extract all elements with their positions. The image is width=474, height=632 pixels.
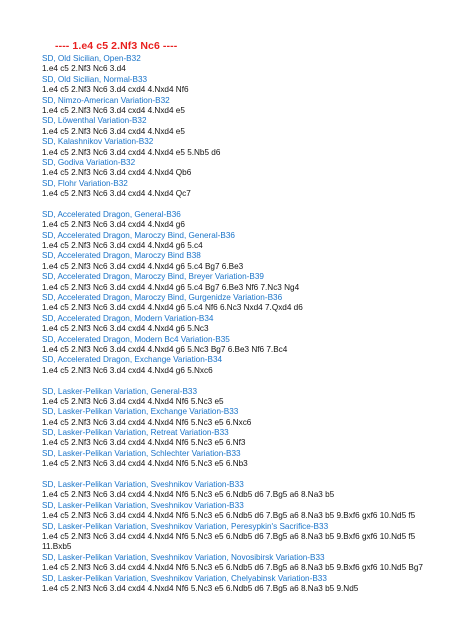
move-sequence: 1.e4 c5 2.Nf3 Nc6 3.d4 cxd4 4.Nxd4 g6 5.Nc3 Bg7 6.Be3 Nf6 7.Bc4 (42, 344, 288, 354)
variation-name: SD, Accelerated Dragon, Exchange Variation-B34 (42, 355, 223, 365)
move-sequence: 1.e4 c5 2.Nf3 Nc6 3.d4 cxd4 4.Nxd4 g6 5.Nc3 (42, 324, 209, 334)
move-sequence: 1.e4 c5 2.Nf3 Nc6 3.d4 cxd4 4.Nxd4 g6 5.c4 Bg7 6.Be3 Nf6 7.Nc3 Ng4 (42, 282, 300, 292)
move-sequence: 1.e4 c5 2.Nf3 Nc6 3.d4 cxd4 4.Nxd4 Nf6 (42, 85, 189, 95)
move-sequence: 1.e4 c5 2.Nf3 Nc6 3.d4 cxd4 4.Nxd4 Nf6 5.Nc3 e5 (42, 396, 224, 406)
section-spacer (42, 199, 462, 209)
move-sequence: 1.e4 c5 2.Nf3 Nc6 3.d4 cxd4 4.Nxd4 g6 5.Nxc6 (42, 365, 213, 375)
section-spacer (42, 470, 462, 480)
move-sequence: 1.e4 c5 2.Nf3 Nc6 3.d4 cxd4 4.Nxd4 g6 5.c4 Bg7 6.Be3 (42, 261, 244, 271)
variation-name: SD, Accelerated Dragon, Maroczy Bind, General-B36 (42, 230, 235, 240)
move-sequence: 1.e4 c5 2.Nf3 Nc6 3.d4 cxd4 4.Nxd4 Nf6 5.Nc3 e5 6.Ndb5 d6 7.Bg5 a6 8.Na3 b5 9.Bxf6 gxf6 10.Nd5 f5 (42, 511, 416, 521)
move-sequence: 1.e4 c5 2.Nf3 Nc6 3.d4 cxd4 4.Nxd4 e5 5.Nb5 d6 (42, 147, 221, 157)
variation-name: SD, Accelerated Dragon, Maroczy Bind B38 (42, 251, 201, 261)
variation-name: SD, Accelerated Dragon, Maroczy Bind, Gurgenidze Variation-B36 (42, 292, 283, 302)
variation-name: SD, Lasker-Pelikan Variation, Sveshnikov Variation, Novosibirsk Variation-B33 (42, 552, 325, 562)
move-sequence: 1.e4 c5 2.Nf3 Nc6 3.d4 cxd4 4.Nxd4 Qb6 (42, 168, 192, 178)
variation-name: SD, Old Sicilian, Normal-B33 (42, 74, 148, 84)
variation-name: SD, Löwenthal Variation-B32 (42, 116, 147, 126)
move-sequence: 1.e4 c5 2.Nf3 Nc6 3.d4 cxd4 4.Nxd4 g6 (42, 220, 185, 230)
document-title: ---- 1.e4 c5 2.Nf3 Nc6 ---- (55, 40, 178, 52)
move-sequence: 1.e4 c5 2.Nf3 Nc6 3.d4 cxd4 4.Nxd4 e5 (42, 126, 185, 136)
move-sequence: 1.e4 c5 2.Nf3 Nc6 3.d4 cxd4 4.Nxd4 Qc7 (42, 189, 191, 199)
variation-name: SD, Nimzo-American Variation-B32 (42, 95, 170, 105)
section-spacer (42, 376, 462, 386)
variation-name: SD, Lasker-Pelikan Variation, General-B33 (42, 386, 198, 396)
variation-name: SD, Lasker-Pelikan Variation, Sveshnikov Variation, Peresypkin's Sacrifice-B33 (42, 521, 329, 531)
move-sequence: 1.e4 c5 2.Nf3 Nc6 3.d4 cxd4 4.Nxd4 Nf6 5.Nc3 e5 6.Nxc6 (42, 417, 252, 427)
variation-name: SD, Old Sicilian, Open-B32 (42, 54, 141, 63)
variation-name: SD, Lasker-Pelikan Variation, Sveshnikov Variation-B33 (42, 480, 244, 490)
variation-name: SD, Kalashnikov Variation-B32 (42, 137, 154, 147)
variation-name: SD, Lasker-Pelikan Variation, Exchange Variation-B33 (42, 407, 239, 417)
variation-name: SD, Godiva Variation-B32 (42, 157, 136, 167)
variation-name: SD, Accelerated Dragon, Modern Variation-B34 (42, 313, 214, 323)
move-sequence: 1.e4 c5 2.Nf3 Nc6 3.d4 cxd4 4.Nxd4 Nf6 5.Nc3 e5 6.Ndb5 d6 7.Bg5 a6 8.Na3 b5 9.Bxf6 gxf6 10.Nd5 Bg7 (42, 563, 423, 573)
variation-name: SD, Accelerated Dragon, Modern Bc4 Variation-B35 (42, 334, 230, 344)
move-sequence: 11.Bxb5 (42, 542, 72, 552)
move-sequence: 1.e4 c5 2.Nf3 Nc6 3.d4 cxd4 4.Nxd4 Nf6 5.Nc3 e5 6.Nf3 (42, 438, 246, 448)
variation-list (42, 54, 462, 594)
move-sequence: 1.e4 c5 2.Nf3 Nc6 3.d4 cxd4 4.Nxd4 Nf6 5.Nc3 e5 6.Nb3 (42, 459, 248, 469)
move-sequence: 1.e4 c5 2.Nf3 Nc6 3.d4 (42, 64, 126, 74)
variation-name: SD, Lasker-Pelikan Variation, Retreat Variation-B33 (42, 428, 229, 438)
move-sequence: 1.e4 c5 2.Nf3 Nc6 3.d4 cxd4 4.Nxd4 Nf6 5.Nc3 e5 6.Ndb5 d6 7.Bg5 a6 8.Na3 b5 9.Nd5 (42, 583, 359, 593)
variation-name: SD, Lasker-Pelikan Variation, Sveshnikov Variation-B33 (42, 500, 244, 510)
variation-name: SD, Flohr Variation-B32 (42, 178, 128, 188)
variation-name: SD, Lasker-Pelikan Variation, Sveshnikov Variation, Chelyabinsk Variation-B33 (42, 573, 327, 583)
variation-name: SD, Accelerated Dragon, General-B36 (42, 209, 181, 219)
move-sequence: 1.e4 c5 2.Nf3 Nc6 3.d4 cxd4 4.Nxd4 g6 5.c4 Nf6 6.Nc3 Nxd4 7.Qxd4 d6 (42, 303, 303, 313)
move-sequence: 1.e4 c5 2.Nf3 Nc6 3.d4 cxd4 4.Nxd4 Nf6 5.Nc3 e5 6.Ndb5 d6 7.Bg5 a6 8.Na3 b5 (42, 490, 335, 500)
move-sequence: 1.e4 c5 2.Nf3 Nc6 3.d4 cxd4 4.Nxd4 Nf6 5.Nc3 e5 6.Ndb5 d6 7.Bg5 a6 8.Na3 b5 9.Bxf6 gxf6 10.Nd5 f5 (42, 531, 416, 541)
variation-name: SD, Accelerated Dragon, Maroczy Bind, Breyer Variation-B39 (42, 272, 264, 282)
move-sequence: 1.e4 c5 2.Nf3 Nc6 3.d4 cxd4 4.Nxd4 g6 5.c4 (42, 241, 203, 251)
variation-name: SD, Lasker-Pelikan Variation, Schlechter Variation-B33 (42, 448, 241, 458)
move-sequence: 1.e4 c5 2.Nf3 Nc6 3.d4 cxd4 4.Nxd4 e5 (42, 105, 185, 115)
